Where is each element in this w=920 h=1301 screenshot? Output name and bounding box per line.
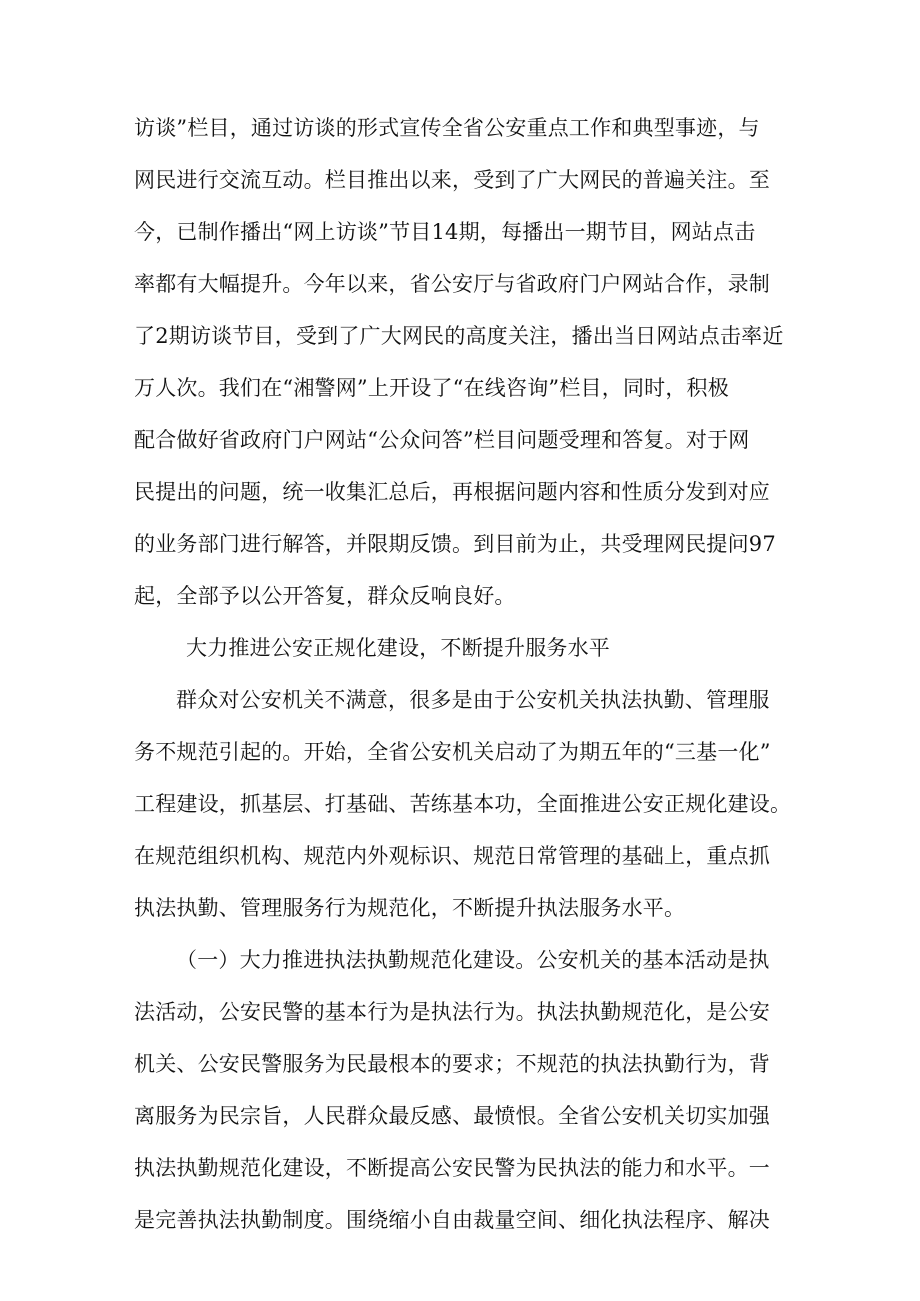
text-line: 率都有大幅提升。今年以来，省公安厅与省政府门户网站合作，录制 — [134, 272, 770, 296]
text-line: 万人次。我们在“湘警网”上开设了“在线咨询”栏目，同时，积极 — [134, 376, 729, 400]
text-line: 执法执勤、管理服务行为规范化，不断提升执法服务水平。 — [134, 896, 686, 920]
text-line: 机关、公安民警服务为民最根本的要求；不规范的执法执勤行为，背 — [134, 1052, 770, 1076]
text-line: 了2期访谈节目，受到了广大网民的高度关注，播出当日网站点击率近 — [134, 324, 784, 348]
text-line: 网民进行交流互动。栏目推出以来，受到了广大网民的普遍关注。至 — [134, 168, 770, 192]
text-line: 今，已制作播出“网上访谈”节目14期，每播出一期节目，网站点击 — [134, 220, 756, 244]
text-line: 是完善执法执勤制度。围绕缩小自由裁量空间、细化执法程序、解决 — [134, 1208, 770, 1232]
text-line: 执法执勤规范化建设，不断提高公安民警为民执法的能力和水平。一 — [134, 1156, 770, 1180]
document-body — [134, 102, 794, 1246]
text-line: 的业务部门进行解答，并限期反馈。到目前为止，共受理网民提问97 — [134, 532, 776, 556]
text-line: 配合做好省政府门户网站“公众问答”栏目问题受理和答复。对于网 — [134, 428, 750, 452]
text-line: 群众对公安机关不满意，很多是由于公安机关执法执勤、管理服 — [176, 688, 770, 712]
text-line: 民提出的问题，统一收集汇总后，再根据问题内容和性质分发到对应 — [134, 480, 770, 504]
text-line: 离服务为民宗旨，人民群众最反感、最愤恨。全省公安机关切实加强 — [134, 1104, 770, 1128]
text-line: 访谈”栏目，通过访谈的形式宣传全省公安重点工作和典型事迹，与 — [134, 116, 760, 140]
text-line: 法活动，公安民警的基本行为是执法行为。执法执勤规范化，是公安 — [134, 1000, 770, 1024]
text-line: （一）大力推进执法执勤规范化建设。公安机关的基本活动是执 — [176, 948, 770, 972]
text-line: 工程建设，抓基层、打基础、苦练基本功，全面推进公安正规化建设。 — [134, 792, 792, 816]
text-line: 起，全部予以公开答复，群众反响良好。 — [134, 584, 516, 608]
paragraph-online-interview — [134, 102, 794, 622]
text-line: 务不规范引起的。开始，全省公安机关启动了为期五年的“三基一化” — [134, 740, 771, 764]
paragraph-law-enforcement — [134, 934, 794, 1246]
section-heading: 大力推进公安正规化建设，不断提升服务水平 — [186, 636, 610, 660]
paragraph-standardization — [134, 674, 794, 934]
text-line: 在规范组织机构、规范内外观标识、规范日常管理的基础上，重点抓 — [134, 844, 770, 868]
